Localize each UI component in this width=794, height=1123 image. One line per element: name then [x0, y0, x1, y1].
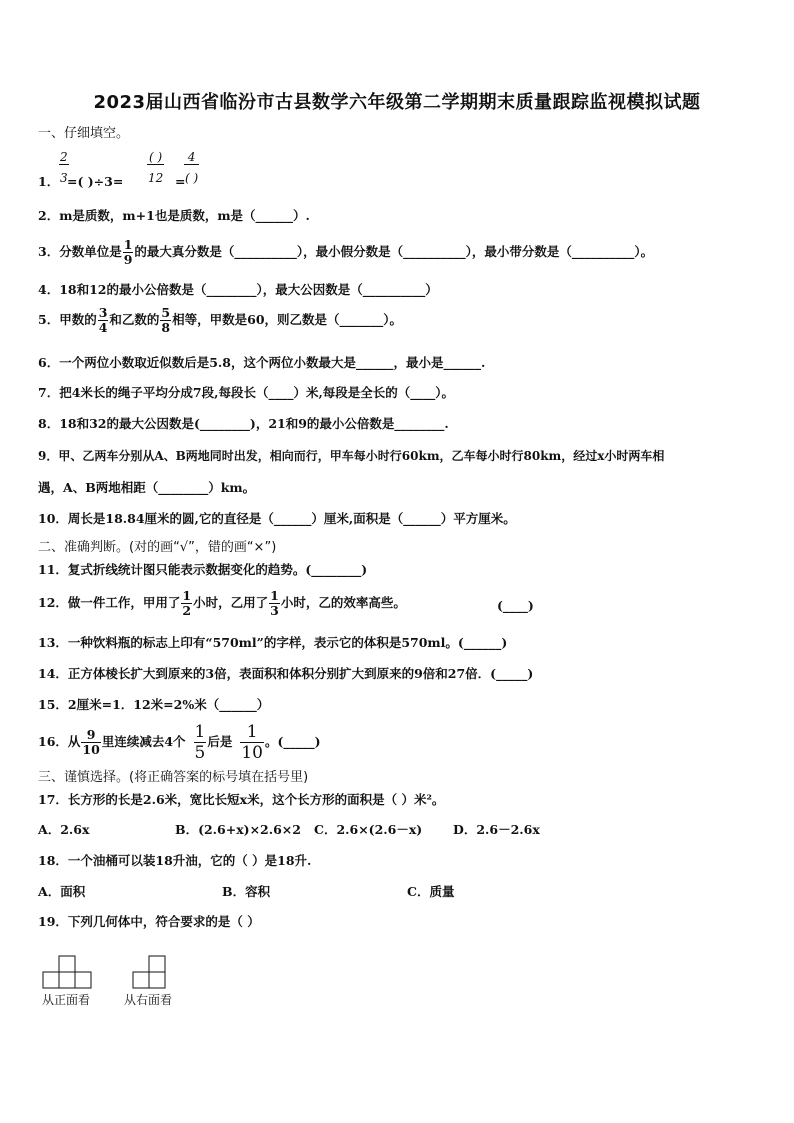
question-number: 1． [38, 174, 60, 189]
cube-square [43, 972, 59, 988]
option-18-a: A．面积 [38, 884, 86, 899]
section-heading-2: 二、准确判断。(对的画“√”，错的画“×”) [38, 540, 277, 555]
front-view-label: 从正面看 [42, 993, 91, 1007]
numerator: 1 [182, 588, 192, 603]
question-4: 4．18和12的最小公倍数是（________），最大公因数是（__________） [38, 282, 438, 297]
fraction [160, 306, 171, 335]
question-9-line-1: 9．甲、乙两车分别从A、B两地同时出发，相向而行，甲车每小时行60km，乙车每小时行80km，经过x小时两车相 [38, 449, 665, 463]
numerator: 1 [194, 722, 206, 742]
numerator: 1 [270, 588, 279, 603]
numerator: 4 [184, 150, 199, 165]
question-text: 里连续减去4个 [101, 734, 186, 749]
cube-square [149, 972, 165, 988]
numerator: 2 [60, 150, 68, 164]
question-9-line-2: 遇，A、B两地相距（________）km。 [38, 480, 256, 495]
expression-text: =( )÷3= [67, 174, 124, 189]
question-text: 3．分数单位是 [38, 244, 122, 259]
option-17-b: B．(2.6+x)×2.6×2 [175, 822, 301, 837]
denominator: 2 [182, 603, 192, 618]
question-text: 5．甲数的 [38, 312, 97, 327]
denominator: 10 [241, 743, 263, 763]
question-text: 和乙数的 [109, 312, 160, 327]
denominator: 3 [60, 171, 68, 185]
fraction [184, 150, 199, 185]
front-view-figure [40, 952, 100, 990]
question-11: 11．复式折线统计图只能表示数据变化的趋势。(________) [38, 562, 368, 577]
section-heading-1: 一、仔细填空。 [38, 126, 130, 141]
option-18-b: B．容积 [222, 884, 271, 899]
fraction [240, 722, 264, 763]
denominator: 3 [270, 603, 279, 618]
denominator: 12 [148, 171, 164, 185]
denominator: 10 [82, 742, 100, 757]
option-18-c: C．质量 [407, 884, 455, 899]
option-17-c: C．2.6×(2.6－x) [314, 822, 423, 837]
question-text: 后是 [207, 734, 233, 749]
question-16 [38, 722, 321, 763]
fraction [98, 306, 109, 335]
question-15: 15．2厘米=1．12米=2%米（______） [38, 697, 270, 712]
numerator: 3 [98, 305, 108, 320]
cube-square [75, 972, 91, 988]
denominator: 8 [161, 320, 171, 335]
denominator: ( ) [185, 171, 199, 185]
question-12 [38, 589, 406, 618]
question-14: 14．正方体棱长扩大到原来的3倍，表面积和体积分别扩大到原来的9倍和27倍．(_____) [38, 666, 534, 681]
numerator: 9 [81, 728, 100, 743]
cube-square [133, 972, 149, 988]
fraction [81, 728, 100, 757]
denominator: 9 [123, 252, 133, 267]
cube-square [149, 956, 165, 972]
fraction [147, 150, 164, 185]
denominator: 4 [98, 320, 108, 335]
question-7: 7．把4米长的绳子平均分成7段,每段长（____）米,每段是全长的（____）。 [38, 385, 455, 400]
question-text: 相等，甲数是60，则乙数是（_______）。 [172, 312, 403, 327]
question-17: 17．长方形的长是2.6米，宽比长短x米，这个长方形的面积是（ ）米²。 [38, 792, 445, 807]
cube-square [59, 956, 75, 972]
page-title: 2023届山西省临汾市古县数学六年级第二学期期末质量跟踪监视模拟试题 [93, 92, 701, 113]
numerator: 5 [161, 305, 171, 320]
section-heading-3: 三、谨慎选择。(将正确答案的标号填在括号里) [38, 770, 309, 785]
question-10: 10．周长是18.84厘米的圆,它的直径是（______）厘米,面积是（______）平方厘米。 [38, 511, 516, 526]
fraction [181, 589, 192, 618]
question-text: 小时，乙的效率高些。 [280, 595, 406, 610]
question-text: 12．做一件工作，甲用了 [38, 595, 181, 610]
denominator: 5 [194, 743, 206, 763]
question-8: 8．18和32的最大公因数是(________)，21和9的最小公倍数是________. [38, 416, 449, 431]
numerator: 1 [123, 237, 133, 252]
question-text: 小时，乙用了 [193, 595, 269, 610]
cube-square [59, 972, 75, 988]
question-text: 的最大真分数是（__________），最小假分数是（__________），最小带分数是（__________）。 [134, 244, 654, 259]
right-view-label: 从右面看 [124, 993, 173, 1007]
question-18: 18．一个油桶可以装18升油，它的（ ）是18升. [38, 853, 312, 868]
question-5 [38, 306, 402, 335]
question-text: 16．从 [38, 734, 81, 749]
question-13: 13．一种饮料瓶的标志上印有“570ml”的字样，表示它的体积是570ml。(______) [38, 635, 508, 650]
question-6: 6．一个两位小数取近似数后是5.8，这个两位小数最大是______，最小是______. [38, 355, 486, 370]
fraction [123, 238, 134, 267]
numerator: ( ) [147, 150, 164, 165]
numerator: 1 [240, 722, 264, 743]
question-2: 2．m是质数，m+1也是质数，m是（______）. [38, 208, 310, 223]
question-12-answer-blank: (____) [497, 598, 534, 613]
equals-sign: = [175, 174, 186, 189]
question-text: 。(_____) [265, 734, 321, 749]
fraction [269, 589, 280, 618]
fraction [194, 722, 207, 763]
question-3 [38, 238, 653, 267]
right-view-figure [130, 952, 174, 990]
question-19: 19．下列几何体中，符合要求的是（ ） [38, 914, 260, 929]
option-17-a: A．2.6x [38, 822, 90, 837]
option-17-d: D．2.6－2.6x [453, 822, 540, 837]
